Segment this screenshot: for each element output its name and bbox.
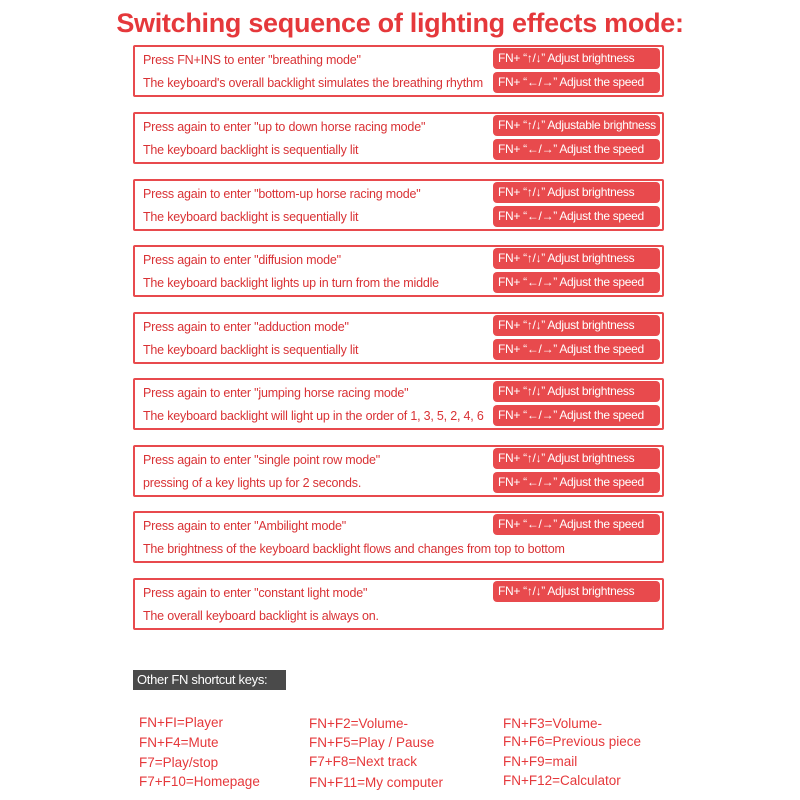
- speed-tag: FN+ “←/→” Adjust the speed: [493, 339, 660, 360]
- speed-tag: FN+ “←/→” Adjust the speed: [493, 472, 660, 493]
- speed-tag: FN+ “←/→” Adjust the speed: [493, 272, 660, 293]
- shortcut-item: F7+F10=Homepage: [139, 774, 260, 789]
- mode-instruction: Press again to enter "adduction mode": [143, 320, 349, 334]
- shortcut-item: FN+F2=Volume-: [309, 716, 409, 731]
- speed-tag: FN+ “←/→” Adjust the speed: [493, 514, 660, 535]
- mode-instruction: Press again to enter "constant light mode": [143, 586, 368, 600]
- mode-instruction: Press again to enter "up to down horse racing mode": [143, 120, 426, 134]
- mode-instruction: Press FN+INS to enter "breathing mode": [143, 53, 361, 67]
- shortcut-item: F7=Play/stop: [139, 755, 219, 770]
- brightness-tag: FN+ “↑/↓” Adjust brightness: [493, 381, 660, 402]
- mode-description: The keyboard backlight will light up in the order of 1, 3, 5, 2, 4, 6: [143, 409, 484, 423]
- brightness-tag: FN+ “↑/↓” Adjust brightness: [493, 315, 660, 336]
- shortcut-item: FN+F4=Mute: [139, 735, 219, 750]
- mode-instruction: Press again to enter "single point row mode": [143, 453, 381, 467]
- shortcut-item: FN+F12=Calculator: [503, 773, 621, 788]
- mode-box-adduction: [133, 312, 664, 364]
- speed-tag: FN+ “←/→” Adjust the speed: [493, 139, 660, 160]
- speed-tag: FN+ “←/→” Adjust the speed: [493, 72, 660, 93]
- shortcuts-heading: Other FN shortcut keys:: [133, 670, 286, 690]
- mode-description: pressing of a key lights up for 2 seconds.: [143, 476, 362, 490]
- brightness-tag: FN+ “↑/↓” Adjustable brightness: [493, 115, 660, 136]
- mode-box-single-point: [133, 445, 664, 497]
- mode-box-diffusion: [133, 245, 664, 297]
- brightness-tag: FN+ “↑/↓” Adjust brightness: [493, 448, 660, 469]
- brightness-tag: FN+ “↑/↓” Adjust brightness: [493, 48, 660, 69]
- page-title: Switching sequence of lighting effects mode:: [116, 8, 684, 38]
- mode-description: The keyboard backlight is sequentially lit: [143, 143, 359, 157]
- shortcut-item: FN+F6=Previous piece: [503, 734, 642, 749]
- mode-description: The overall keyboard backlight is always on.: [143, 609, 379, 623]
- shortcut-item: F7+F8=Next track: [309, 754, 418, 769]
- mode-instruction: Press again to enter "diffusion mode": [143, 253, 341, 267]
- shortcut-item: FN+F9=mail: [503, 754, 578, 769]
- mode-box-jumping: [133, 378, 664, 430]
- brightness-tag: FN+ “↑/↓” Adjust brightness: [493, 581, 660, 602]
- mode-description: The keyboard's overall backlight simulates the breathing rhythm: [143, 76, 483, 90]
- shortcut-item: FN+FI=Player: [139, 715, 224, 730]
- mode-instruction: Press again to enter "jumping horse racing mode": [143, 386, 409, 400]
- mode-box-breathing: [133, 45, 664, 97]
- speed-tag: FN+ “←/→” Adjust the speed: [493, 206, 660, 227]
- mode-description: The keyboard backlight is sequentially lit: [143, 343, 359, 357]
- mode-description: The keyboard backlight is sequentially lit: [143, 210, 359, 224]
- mode-box-constant: [133, 578, 664, 630]
- speed-tag: FN+ “←/→” Adjust the speed: [493, 405, 660, 426]
- mode-description: The brightness of the keyboard backlight flows and changes from top to bottom: [143, 542, 565, 556]
- shortcut-item: FN+F11=My computer: [309, 775, 444, 790]
- mode-box-up-to-down: [133, 112, 664, 164]
- brightness-tag: FN+ “↑/↓” Adjust brightness: [493, 182, 660, 203]
- mode-description: The keyboard backlight lights up in turn from the middle: [143, 276, 439, 290]
- mode-instruction: Press again to enter "Ambilight mode": [143, 519, 346, 533]
- mode-instruction: Press again to enter "bottom-up horse racing mode": [143, 187, 421, 201]
- mode-box-bottom-up: [133, 179, 664, 231]
- brightness-tag: FN+ “↑/↓” Adjust brightness: [493, 248, 660, 269]
- shortcut-item: FN+F5=Play / Pause: [309, 735, 435, 750]
- mode-box-ambilight: [133, 511, 664, 563]
- shortcut-item: FN+F3=Volume-: [503, 716, 603, 731]
